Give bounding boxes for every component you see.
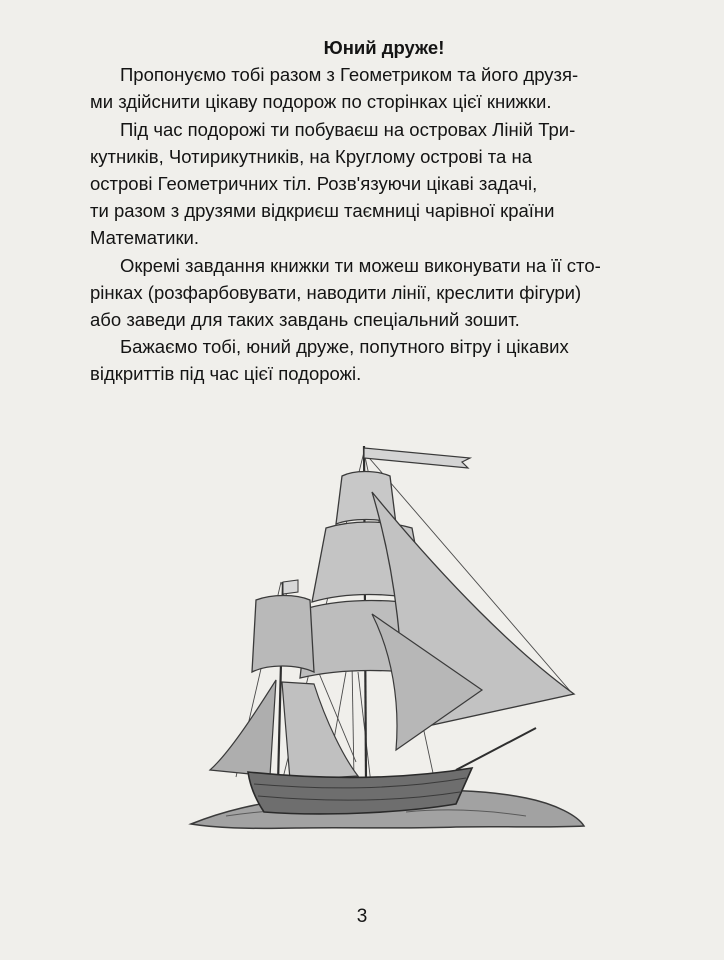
intro-text-block bbox=[90, 34, 678, 388]
spanker-sail bbox=[282, 682, 358, 780]
mizzen-sail bbox=[210, 680, 276, 776]
text-line: Математики. bbox=[90, 227, 200, 249]
paragraph-1 bbox=[90, 61, 678, 115]
ship-hull bbox=[248, 768, 472, 814]
text-line: Під час подорожі ти побуваєш на островах Ліній Три- bbox=[120, 118, 576, 140]
text-line: рінках (розфарбовувати, наводити лінії, креслити фігури) bbox=[90, 281, 582, 303]
page-heading: Юний друже! bbox=[323, 37, 445, 58]
paragraph-3 bbox=[90, 252, 678, 334]
text-line: ти разом з друзями відкриєш таємниці чарівної країни bbox=[90, 200, 555, 222]
text-line: Бажаємо тобі, юний друже, попутного вітру і цікавих bbox=[120, 336, 569, 358]
paragraph-2 bbox=[90, 116, 678, 252]
text-line: Окремі завдання книжки ти можеш виконувати на її сто- bbox=[120, 254, 601, 276]
text-line: відкриттів під час цієї подорожі. bbox=[90, 363, 362, 385]
rear-topsail bbox=[252, 596, 314, 673]
rear-flag bbox=[283, 580, 298, 594]
text-line: або заведи для таких завдань спеціальний зошит. bbox=[90, 309, 520, 331]
text-line: острові Геометричних тіл. Розв'язуючи цікаві задачі, bbox=[90, 173, 538, 195]
text-line: кутників, Чотирикутників, на Круглому острові та на bbox=[90, 145, 532, 167]
pennant-flag bbox=[364, 448, 470, 468]
sailing-ship-illustration bbox=[186, 432, 590, 842]
paragraph-4 bbox=[90, 333, 678, 387]
page-number: 3 bbox=[356, 906, 368, 927]
text-line: Пропонуємо тобі разом з Геометриком та його друзя- bbox=[120, 64, 579, 86]
text-line: ми здійснити цікаву подорож по сторінках цієї книжки. bbox=[90, 91, 552, 113]
